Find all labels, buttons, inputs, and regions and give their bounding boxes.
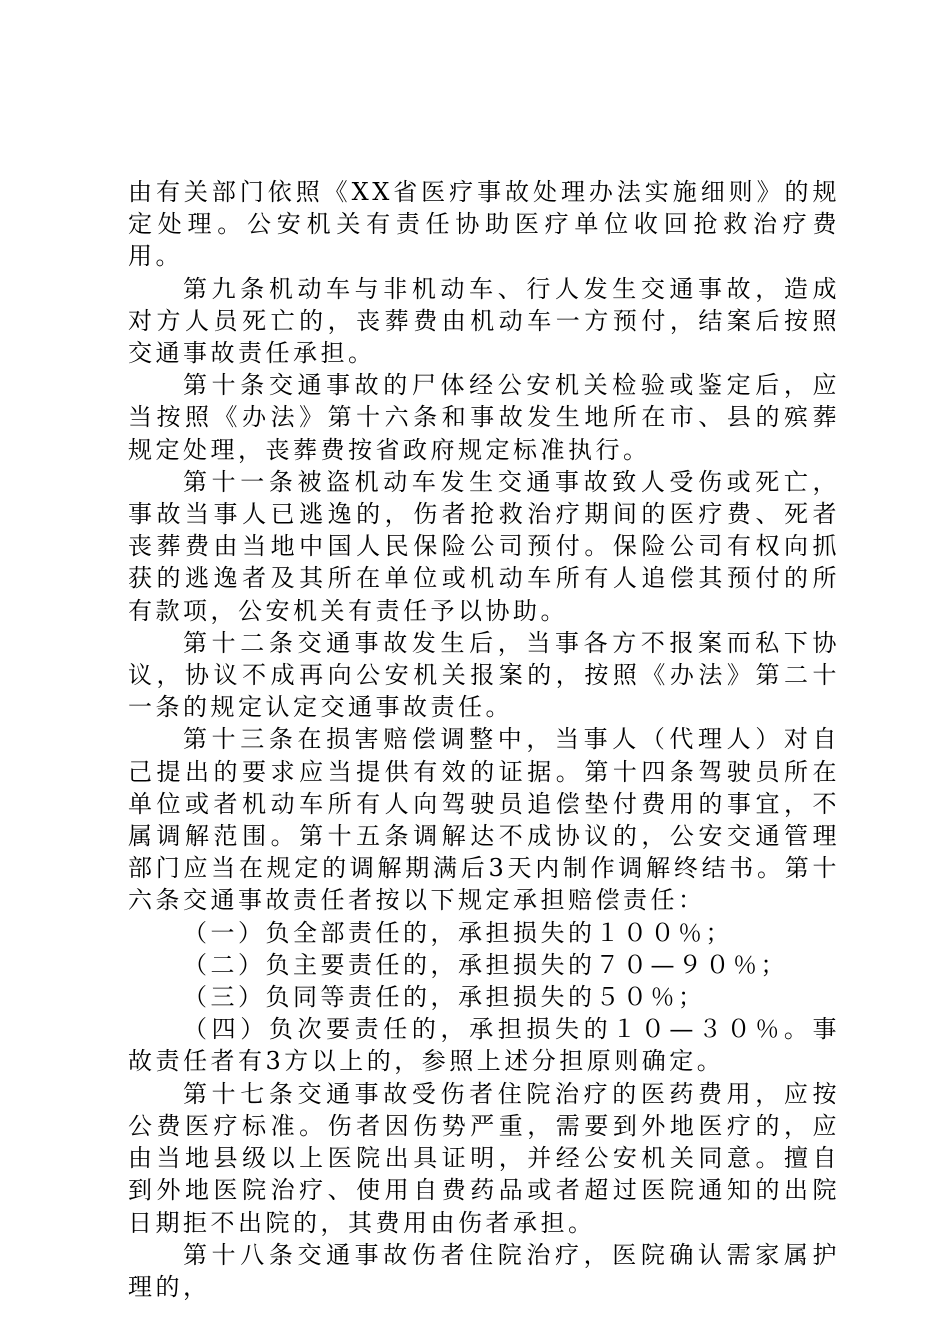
list-item-equal-responsibility: （三）负同等责任的，承担损失的５０％； xyxy=(183,983,706,1012)
document-body xyxy=(128,176,840,1303)
paragraph-article-18: 第十八条交通事故伤者住院治疗，医院确认需家属护理的， xyxy=(128,1240,840,1301)
paragraph-continuation: 由有关部门依照《XX省医疗事故处理办法实施细则》的规定处理。公安机关有责任协助医疗单位收回抢救治疗费用。 xyxy=(128,178,840,271)
paragraph-article-11: 第十一条被盗机动车发生交通事故致人受伤或死亡，事故当事人已逃逸的，伤者抢救治疗期间的医疗费、死者丧葬费由当地中国人民保险公司预付。保险公司有权向抓获的逃逸者及其所在单位或机动车所有人追偿其预付的所有款项，公安机关有责任予以协助。 xyxy=(128,467,840,625)
list-item-full-responsibility: （一）负全部责任的，承担损失的１００％； xyxy=(183,918,733,947)
paragraph-article-12: 第十二条交通事故发生后，当事各方不报案而私下协议，协议不成再向公安机关报案的，按照《办法》第二十一条的规定认定交通事故责任。 xyxy=(128,628,840,722)
paragraph-article-9: 第九条机动车与非机动车、行人发生交通事故，造成对方人员死亡的，丧葬费由机动车一方预付，结案后按照交通事故责任承担。 xyxy=(128,274,840,368)
list-item-secondary-responsibility: （四）负次要责任的，承担损失的１０—３０％。事故责任者有3方以上的，参照上述分担原则确定。 xyxy=(128,1015,840,1076)
paragraph-article-17: 第十七条交通事故受伤者住院治疗的医药费用，应按公费医疗标准。伤者因伤势严重，需要到外地医疗的，应由当地县级以上医院出具证明，并经公安机关同意。擅自到外地医院治疗、使用自费药品或者超过医院通知的出院日期拒不出院的，其费用由伤者承担。 xyxy=(128,1079,840,1237)
paragraph-article-10: 第十条交通事故的尸体经公安机关检验或鉴定后，应当按照《办法》第十六条和事故发生地所在市、县的殡葬规定处理，丧葬费按省政府规定标准执行。 xyxy=(128,371,840,464)
list-item-main-responsibility: （二）负主要责任的，承担损失的７０—９０％； xyxy=(183,950,788,979)
paragraph-article-13-16: 第十三条在损害赔偿调整中，当事人（代理人）对自己提出的要求应当提供有效的证据。第十四条驾驶员所在单位或者机动车所有人向驾驶员追偿垫付费用的事宜，不属调解范围。第十五条调解达不成协议的，公安交通管理部门应当在规定的调解期满后3天内制作调解终结书。第十六条交通事故责任者按以下规定承担赔偿责任： xyxy=(128,725,840,915)
